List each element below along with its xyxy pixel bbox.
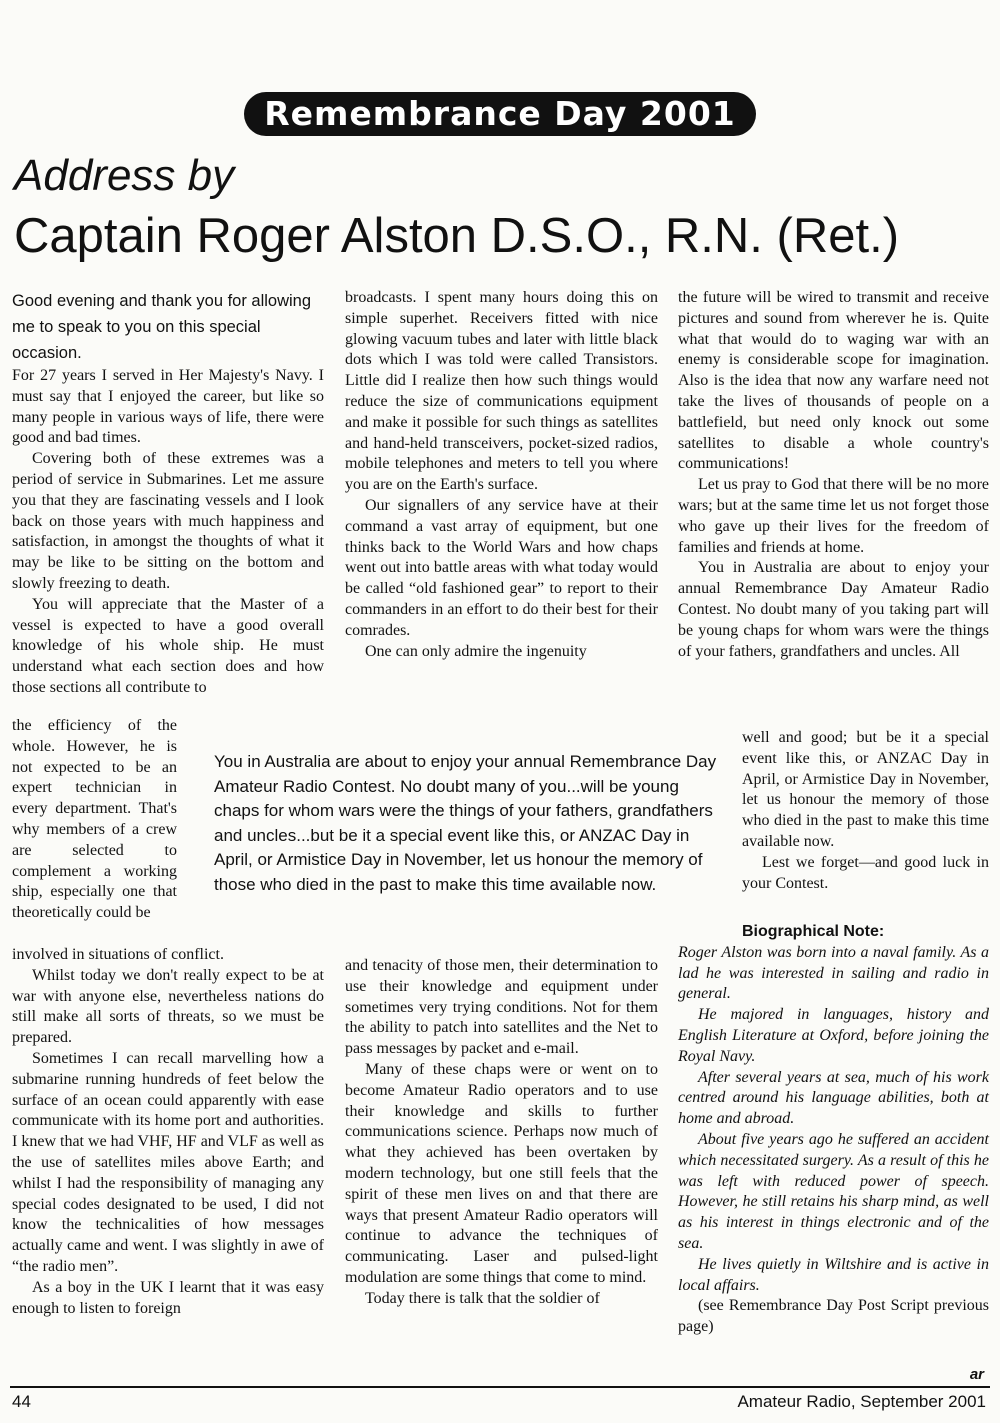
paragraph: Sometimes I can recall marvelling how a submarine running hundreds of feet below the surface of an ocean could apparently with ease communicate with its home port and authorities. I knew that we had VHF, HF and VLF as well as the use of satellites miles above Earth; and whilst I had the responsibility of managing any special codes designated to be used, I did not know the technicalities of how messages actually came and went. I was slightly in awe of “the radio men”. bbox=[12, 1049, 324, 1275]
banner-wrap bbox=[0, 92, 1000, 136]
magazine-issue: Amateur Radio, September 2001 bbox=[737, 1392, 986, 1411]
column-1-top bbox=[12, 288, 324, 699]
column-3-narrow bbox=[742, 728, 989, 894]
paragraph: Many of these chaps were or went on to become Amateur Radio operators and to use their knowledge and skills to further communications science. Perhaps now much of what they achieved has been overtaken by modern technology, but one still feels that the spirit of these men lives on and that there are ways that present Amateur Radio operators will continue to advance the techniques of communicating. Laser and pulsed-light modulation are some things that come to mind. bbox=[345, 1060, 658, 1286]
paragraph: the efficiency of the whole. However, he is not expected to be an expert technician in every department. That's why members of a crew are selected to complement a working ship, especially one that theoretically could be bbox=[12, 717, 177, 922]
column-2-top bbox=[345, 288, 658, 662]
bio-paragraph: About five years ago he suffered an accident which necessitated surgery. As a result of this he was left with reduced power of speech. However, he still retains his sharp mind, as well as his interest in things electronic and of the sea. bbox=[678, 1130, 989, 1252]
paragraph: Today there is talk that the soldier of bbox=[365, 1289, 600, 1307]
paragraph: Covering both of these extremes was a period of service in Submarines. Let me assure you that they are fascinating vessels and I look back on those years with much happiness and satisfaction, in amongst the thoughts of what it may be like to be sitting on the bottom and slowly freezing to death. bbox=[12, 450, 324, 592]
paragraph: Our signallers of any service have at their command a vast array of equipment, but one thinks back to the World Wars and how chaps went out into battle areas with what today would be called “old fashioned gear” to report to their commanders in an effort to do their best for their comrades. bbox=[345, 496, 658, 639]
paragraph: well and good; but be it a special event like this, or ANZAC Day in April, or Armistice Day in November, let us honour the memory of those who died in the past to make this time available now. bbox=[742, 729, 989, 850]
column-1-narrow bbox=[12, 716, 177, 924]
bio-heading: Biographical Note: bbox=[742, 923, 885, 940]
paragraph: As a boy in the UK I learnt that it was easy enough to listen to foreign bbox=[12, 1278, 324, 1317]
bio-paragraph: Roger Alston was born into a naval family. As a lad he was interested in sailing and radio in general. bbox=[678, 943, 989, 1003]
bio-paragraph: After several years at sea, much of his work centred around his language abilities, both at home and abroad. bbox=[678, 1068, 989, 1128]
bio-paragraph: He lives quietly in Wiltshire and is active in local affairs. bbox=[678, 1255, 989, 1294]
title-line-1: Address by bbox=[14, 151, 235, 200]
paragraph: You in Australia are about to enjoy your annual Remembrance Day Amateur Radio Contest. No doubt many of you taking part will be young chaps for whom wars were the things of your fathers, grandfathers and uncles. All bbox=[678, 559, 989, 660]
paragraph: Lest we forget—and good luck in your Contest. bbox=[742, 853, 989, 892]
biographical-note bbox=[678, 922, 989, 1338]
column-1-bottom bbox=[12, 945, 324, 1319]
title-line-2: Captain Roger Alston D.S.O., R.N. (Ret.) bbox=[14, 209, 900, 263]
footer-divider bbox=[10, 1386, 990, 1388]
paragraph: For 27 years I served in Her Majesty's Navy. I must say that I enjoyed the career, but like so many people in various ways of life, there were good and bad times. bbox=[12, 367, 324, 447]
bio-paragraph: He majored in languages, history and English Literature at Oxford, before joining the Royal Navy. bbox=[678, 1006, 989, 1065]
paragraph: Whilst today we don't really expect to be at war with anyone else, nevertheless nations do still make all sorts of threats, so we must be prepared. bbox=[12, 966, 324, 1047]
paragraph: You will appreciate that the Master of a vessel is expected to have a good overall knowledge of his whole ship. He must understand what each section does and how those sections all contribute to bbox=[12, 595, 324, 696]
paragraph: and tenacity of those men, their determination to use their knowledge and equipment under sometimes very trying conditions. Not for them the ability to patch into satellites and the Net to pass messages by packet and e-mail. bbox=[345, 957, 658, 1058]
signoff-mark: ar bbox=[969, 1366, 984, 1383]
bio-paragraph: (see Remembrance Day Post Script previous page) bbox=[678, 1297, 989, 1336]
paragraph: Let us pray to God that there will be no more wars; but at the same time let us not forget those who gave up their lives for the freedom of families and friends at home. bbox=[678, 476, 989, 556]
lead-paragraph: Good evening and thank you for allowing me to speak to you on this special occasion. bbox=[12, 292, 312, 362]
pull-quote-text: You in Australia are about to enjoy your annual Remembrance Day Amateur Radio Contest. No doubt many of you...will be young chaps for whom wars were the things of your fathers, grandfathers and uncles...but be it a special event like this, or ANZAC Day in April, or Armistice Day in November, let us honour the memory of those who died in the past to make this time available now. bbox=[214, 752, 717, 894]
column-3-top bbox=[678, 288, 989, 662]
column-2-bottom bbox=[345, 956, 658, 1310]
page-number: 44 bbox=[12, 1392, 31, 1411]
paragraph: broadcasts. I spent many hours doing this on simple superhet. Receivers fitted with nice glowing vacuum tubes and later with little black dots which I was told were called Transistors. Little did I realize then how such things would reduce the size of communications equipment and make it possible for such things as satellites and hand-held transceivers, pocket-sized radios, mobile telephones and meters to tell you where you are on the Earth's surface. bbox=[345, 289, 658, 494]
pull-quote bbox=[214, 750, 724, 897]
paragraph: involved in situations of conflict. bbox=[12, 946, 224, 963]
paragraph: One can only admire the ingenuity bbox=[365, 642, 587, 660]
paragraph: the future will be wired to transmit and receive pictures and sound from wherever he is. Quite what that would do to waging war with an enemy is considerable scope for imagination. Also is the idea that now any warfare need not take the lives of thousands of people on a battlefield, but need only knock out some satellites to disable a whole country's communications! bbox=[678, 289, 989, 473]
section-banner: Remembrance Day 2001 bbox=[244, 92, 756, 136]
